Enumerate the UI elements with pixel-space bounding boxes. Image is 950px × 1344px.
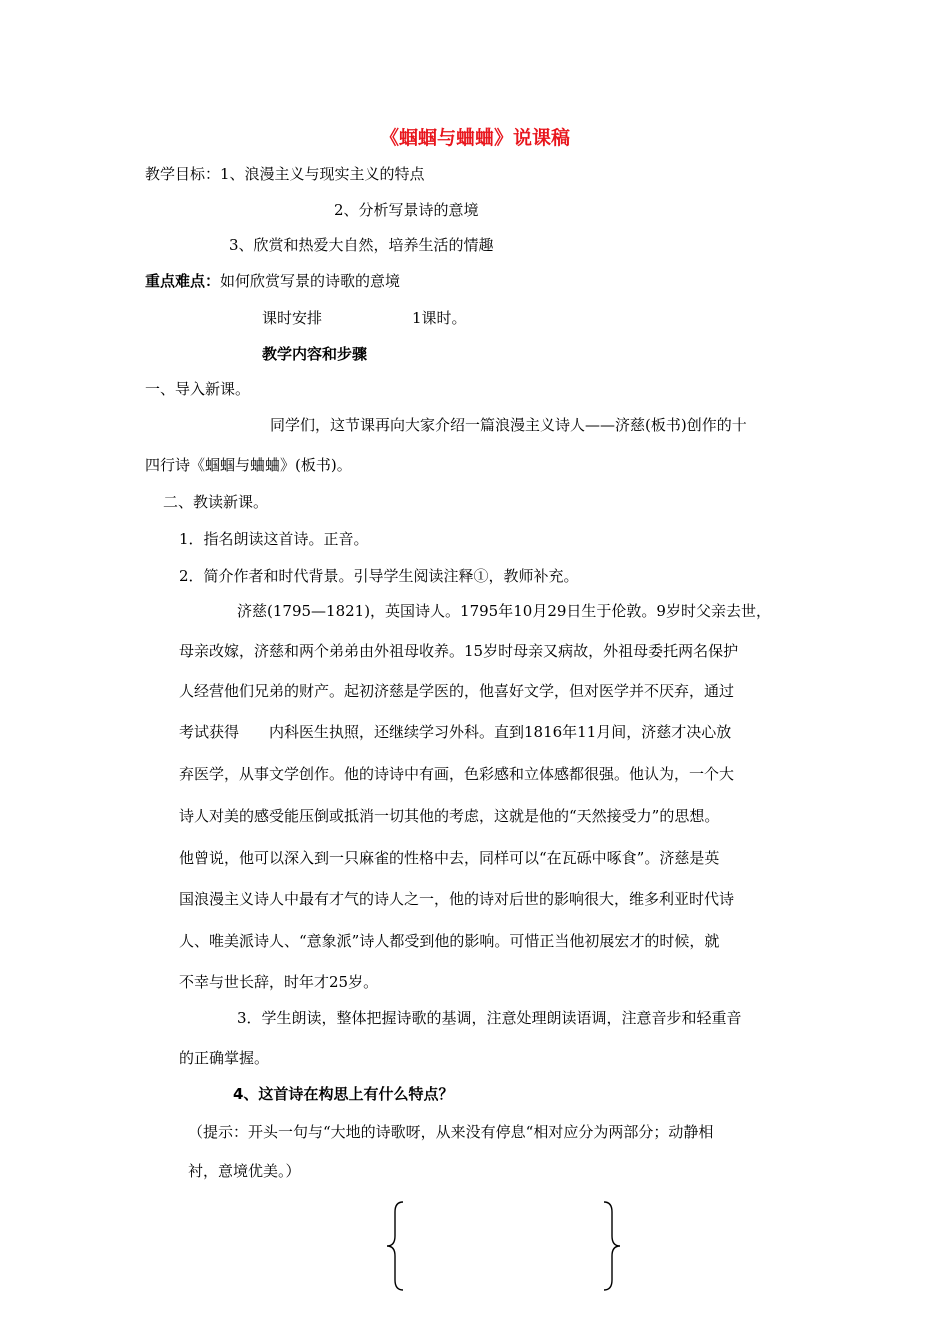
section2-heading: 二、教读新课。 [163, 493, 269, 511]
schedule-label: 课时安排 [262, 309, 323, 327]
step-4-question: 4、这首诗在构思上有什么特点？ [233, 1085, 454, 1103]
bio-line: 考试获得 内科医生执照，还继续学习外科。直到1816年11月间，济慈才决心放 [179, 723, 732, 741]
key-points-label: 重点难点： [145, 272, 221, 290]
bio-line: 诗人对美的感受能压倒或抵消一切其他的考虑，这就是他的“天然接受力”的思想。 [179, 807, 720, 825]
key-points-text: 如何欣赏写景的诗歌的意境 [220, 272, 401, 290]
section1-paragraph-line2: 四行诗《蝈蝈与蛐蛐》(板书)。 [145, 456, 352, 474]
section1-paragraph-line1: 同学们，这节课再向大家介绍一篇浪漫主义诗人——济慈(板书)创作的十 [270, 416, 747, 434]
schedule-value: 1课时。 [412, 309, 467, 327]
section1-heading: 一、导入新课。 [145, 380, 251, 398]
objective-item-2: 2、分析写景诗的意境 [334, 201, 479, 219]
right-brace-icon [598, 1200, 624, 1292]
bio-line: 人、唯美派诗人、“意象派”诗人都受到他的影响。可惜正当他初展宏才的时候，就 [179, 932, 720, 950]
step-3-line1: 3．学生朗读，整体把握诗歌的基调，注意处理朗读语调，注意音步和轻重音 [237, 1009, 742, 1027]
key-points-row [145, 271, 400, 291]
objectives-label: 教学目标： [145, 165, 221, 183]
document-title: 《蝈蝈与蛐蛐》说课稿 [379, 127, 570, 149]
hint-line2: 衬，意境优美。） [188, 1162, 301, 1180]
step-3-line2: 的正确掌握。 [179, 1049, 270, 1067]
step-1: 1．指名朗读这首诗。正音。 [179, 530, 369, 548]
bio-line: 母亲改嫁，济慈和两个弟弟由外祖母收养。15岁时母亲又病故，外祖母委托两名保护 [179, 642, 739, 660]
bio-line: 人经营他们兄弟的财产。起初济慈是学医的，他喜好文学，但对医学并不厌弃，通过 [179, 682, 735, 700]
objective-item-3: 3、欣赏和热爱大自然，培养生活的情趣 [229, 236, 494, 254]
objective-item-1: 1、浪漫主义与现实主义的特点 [220, 165, 425, 183]
left-brace-icon [383, 1200, 409, 1292]
hint-line1: （提示：开头一句与“大地的诗歌呀，从来没有停息“相对应分为两部分；动静相 [188, 1123, 714, 1141]
content-heading: 教学内容和步骤 [262, 345, 368, 363]
bio-line: 弃医学，从事文学创作。他的诗诗中有画，色彩感和立体感都很强。他认为，一个大 [179, 765, 735, 783]
bio-line: 国浪漫主义诗人中最有才气的诗人之一，他的诗对后世的影响很大，维多利亚时代诗 [179, 890, 735, 908]
bio-line: 他曾说，他可以深入到一只麻雀的性格中去，同样可以“在瓦砾中啄食”。济慈是英 [179, 849, 720, 867]
step-2: 2．简介作者和时代背景。引导学生阅读注释①，教师补充。 [179, 567, 579, 585]
bio-line: 不幸与世长辞，时年才25岁。 [179, 973, 379, 991]
bio-line: 济慈(1795—1821)，英国诗人。1795年10月29日生于伦敦。9岁时父亲去世， [237, 602, 771, 620]
objectives-row [145, 164, 425, 184]
